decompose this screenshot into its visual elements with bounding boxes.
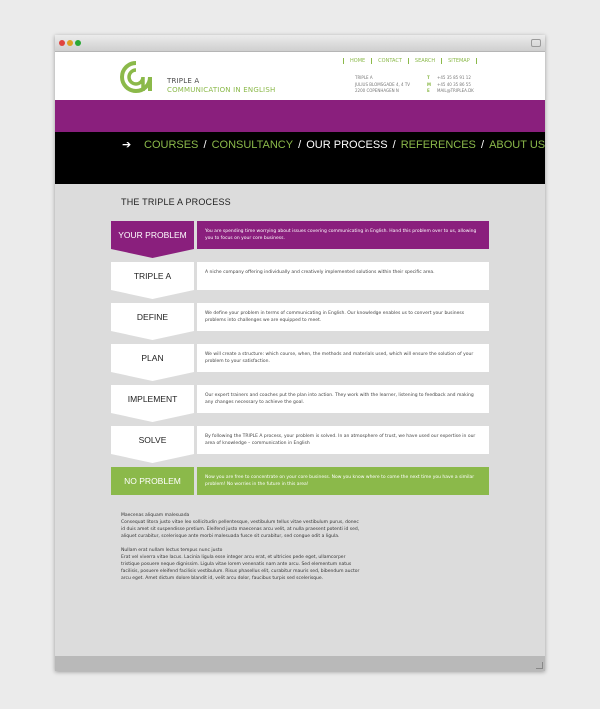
- step-badge: [111, 467, 194, 507]
- nav-our-process[interactable]: OUR PROCESS: [306, 139, 388, 151]
- step-label: DEFINE: [136, 312, 169, 322]
- mobile-label: M: [427, 81, 431, 87]
- process-step-define: [111, 303, 489, 343]
- contact-info: [427, 75, 474, 95]
- brand-tagline: COMMUNICATION IN ENGLISH: [167, 86, 276, 94]
- nav-courses[interactable]: COURSES: [144, 139, 199, 151]
- email-label: E: [427, 88, 430, 93]
- step-badge: [111, 385, 194, 425]
- zoom-window-icon[interactable]: [75, 40, 81, 46]
- company-address: [355, 75, 410, 95]
- topnav-search-link[interactable]: SEARCH: [408, 58, 441, 64]
- window-titlebar: [55, 35, 545, 52]
- step-badge: [111, 303, 194, 343]
- step-description: Now you are free to concentrate on your core business. Now you know where to come the next time you have a similar problem! No worries in the future in this area!: [197, 467, 489, 495]
- step-description: A niche company offering individually and creatively implemented solutions within their specific area.: [197, 262, 489, 290]
- topnav-sitemap-link[interactable]: SITEMAP: [441, 58, 477, 64]
- paragraph-text: Erat vel viverra vitae lacus. Lacinia ligula esse integer arcu erat, et ultricies pede eget, ullamcorper tristique posuere neque dignissim. Ligula vitae lorem venenatis nam ante arcu. Sed elementum natus facilisis, posuere eleifend facilisis vestibulum. Risus phasellus elit, curabitur mauris sed, bibendum auctor arcu eget. Amet dictum dolore blandit id, velit arcu dolor, faucibus turpis sed scelerisque.: [121, 555, 360, 581]
- window-footer: [55, 656, 545, 671]
- step-badge: [111, 262, 194, 302]
- process-step-solve: [111, 426, 489, 466]
- site-header: [55, 52, 545, 100]
- step-description: Our expert trainers and coaches put the plan into action. They work with the learner, listening to feedback and making any changes necessary to achieve the goal.: [197, 385, 489, 413]
- close-window-icon[interactable]: [59, 40, 65, 46]
- step-label: TRIPLE A: [133, 271, 172, 281]
- nav-about-us[interactable]: ABOUT US: [489, 139, 545, 151]
- minimize-window-icon[interactable]: [67, 40, 73, 46]
- step-description: By following the TRIPLE A process, your problem is solved. In an atmosphere of trust, we have used our expertise in our area of knowledge – communication in English: [197, 426, 489, 454]
- process-step-plan: [111, 344, 489, 384]
- phone-number: +45 35 85 91 12: [437, 75, 471, 80]
- body-copy: [121, 512, 361, 589]
- brand-name: TRIPLE A: [167, 77, 200, 85]
- paragraph-text: Consequat litora justo vitae leo sollicitudin pellentesque, vestibulum tellus vitae vestibulum purus, donec id duis amet sit suspendisse pretium. Eleifend justo maecenas arcu velit, at nulla praesent potenti id sed, aliquet curabitur, scelerisque ante morbi malesuada fusce sit curabitur, sed congue odit a ligula.: [121, 520, 360, 539]
- process-step-no-problem: [111, 467, 489, 507]
- address-line: JULIUS BLOMSGADE 4, 4 TV: [355, 81, 411, 87]
- mobile-number: +45 40 35 86 55: [437, 81, 471, 87]
- step-badge: [111, 426, 194, 466]
- process-step-implement: [111, 385, 489, 425]
- step-label: PLAN: [141, 353, 164, 363]
- process-step-triple-a: [111, 262, 489, 302]
- step-description: You are spending time worrying about issues covering communicating in English. Hand this problem over to us, allowing you to focus on your core business.: [197, 221, 489, 249]
- topnav-home-link[interactable]: HOME: [343, 58, 371, 64]
- triple-a-logo[interactable]: [119, 60, 153, 94]
- toolbar-toggle-icon[interactable]: [531, 39, 541, 47]
- paragraph-heading: Nullam erat nullam lectus tempus nunc justo: [121, 548, 223, 553]
- step-description: We define your problem in terms of communicating in English. Our knowledge enables us to convert your business problems into challenges we are equipped to meet.: [197, 303, 489, 331]
- nav-references[interactable]: REFERENCES: [400, 139, 476, 151]
- step-description: We will create a structure: which course, when, the methods and materials used, which will ensure the solution of your problem to your satisfaction.: [197, 344, 489, 372]
- address-line: TRIPLE A: [355, 75, 373, 80]
- topnav-contact-link[interactable]: CONTACT: [371, 58, 408, 64]
- top-navigation: [343, 58, 477, 64]
- step-badge: [111, 344, 194, 384]
- page-title: THE TRIPLE A PROCESS: [121, 197, 231, 207]
- paragraph-heading: Maecenas aliquam malesuada: [121, 513, 190, 518]
- browser-window: [55, 35, 545, 671]
- address-line: 2200 COPENHAGEN N: [355, 88, 399, 93]
- step-label: IMPLEMENT: [127, 394, 178, 404]
- process-step-your-problem: [111, 221, 489, 261]
- phone-label: T: [427, 75, 430, 80]
- nav-consultancy[interactable]: CONSULTANCY: [211, 139, 294, 151]
- step-label: YOUR PROBLEM: [118, 230, 187, 240]
- step-label: SOLVE: [138, 435, 167, 445]
- resize-handle-icon[interactable]: [536, 662, 543, 669]
- email-link[interactable]: MAIL@TRIPLEA.DK: [437, 88, 474, 93]
- purple-banner: [55, 100, 545, 132]
- step-label: NO PROBLEM: [124, 476, 181, 486]
- main-navigation: COURSES / CONSULTANCY / OUR PROCESS / REFERENCES / ABOUT US: [144, 139, 545, 151]
- step-badge: [111, 221, 194, 261]
- right-arrow-icon: ➔: [122, 138, 132, 151]
